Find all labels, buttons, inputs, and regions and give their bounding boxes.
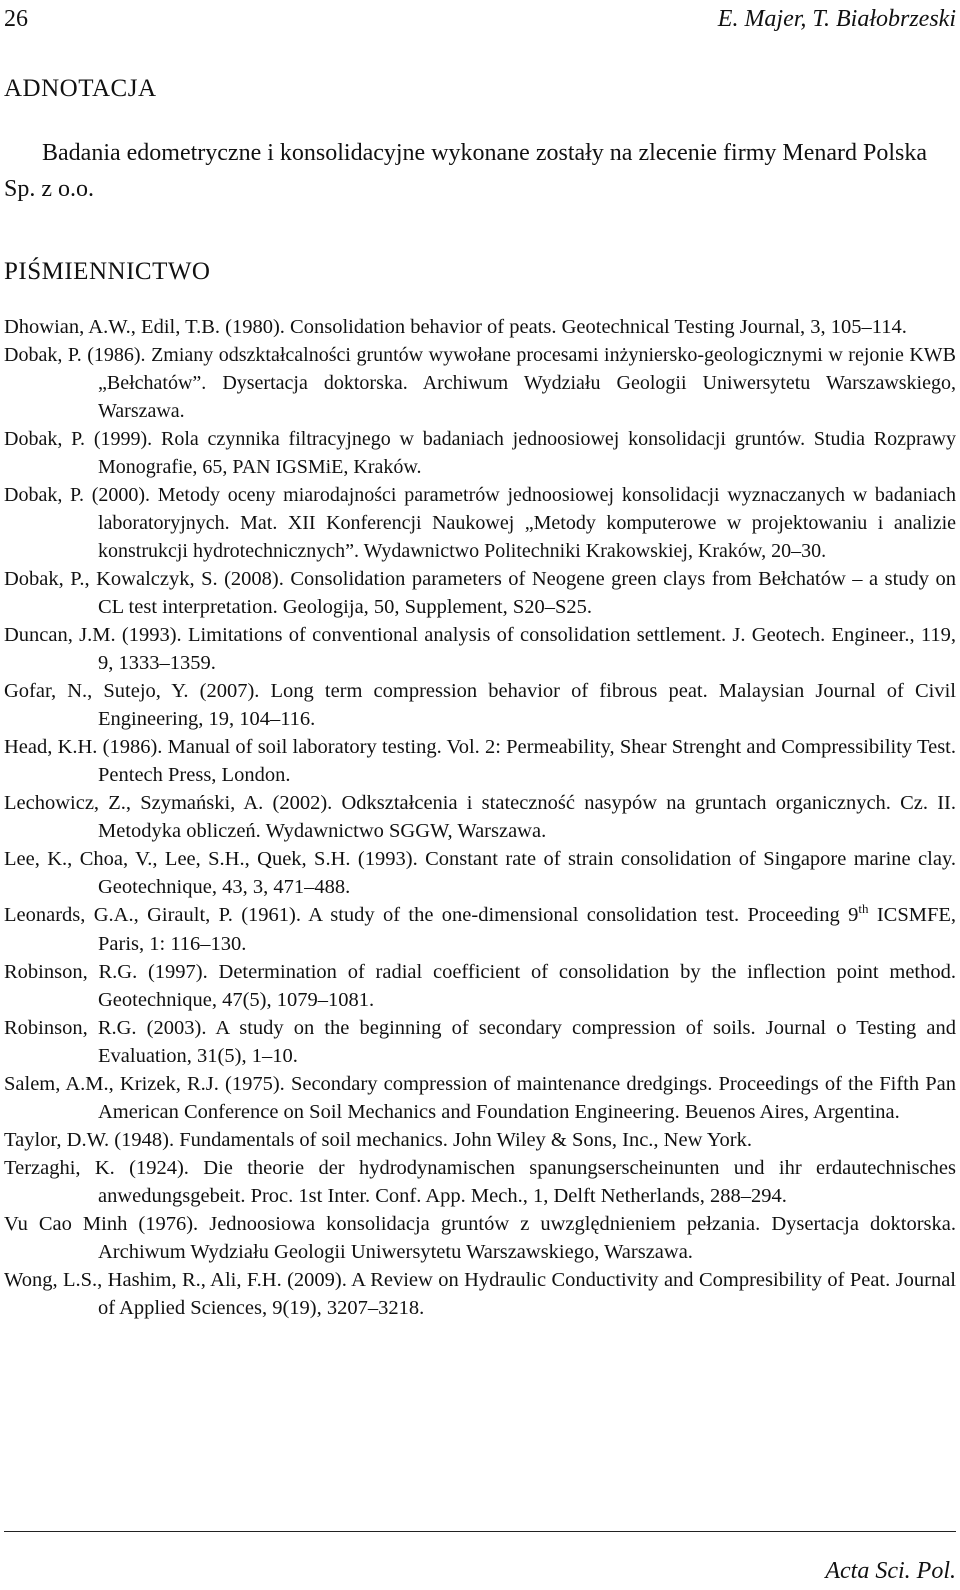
reference-text-after: ICSMFE, Paris, 1: 116–130. — [98, 904, 956, 955]
reference-item: Dobak, P. (1986). Zmiany odszktałcalności gruntów wywołane procesami inżyniersko-geologicznymi w rejonie KWB „Bełchatów”. Dysertacja doktorska. Archiwum Wydziału Geologii Uniwersytetu Warszawskiego, Warszawa. — [4, 344, 956, 422]
page-number: 26 — [4, 6, 28, 32]
reference-item: Lechowicz, Z., Szymański, A. (2002). Odkształcenia i stateczność nasypów na gruntach organicznych. Cz. II. Metodyka obliczeń. Wydawnictwo SGGW, Warszawa. — [4, 792, 956, 842]
reference-item: Dobak, P. (1999). Rola czynnika filtracyjnego w badaniach jednoosiowej konsolidacji gruntów. Studia Rozprawy Monografie, 65, PAN IGSMiE, Kraków. — [4, 428, 956, 478]
annotation-paragraph: Badania edometryczne i konsolidacyjne wykonane zostały na zlecenie firmy Menard Polska Sp. z o.o. — [4, 140, 928, 202]
reference-item: Wong, L.S., Hashim, R., Ali, F.H. (2009). A Review on Hydraulic Conductivity and Compresibility of Peat. Journal of Applied Sciences, 9(19), 3207–3218. — [4, 1269, 956, 1319]
reference-item: Lee, K., Choa, V., Lee, S.H., Quek, S.H. (1993). Constant rate of strain consolidation of Singapore marine clay. Geotechnique, 43, 3, 471–488. — [4, 848, 956, 898]
footer-journal-name: Acta Sci. Pol. — [825, 1558, 956, 1584]
running-head-authors: E. Majer, T. Białobrzeski — [717, 6, 956, 32]
reference-item: Salem, A.M., Krizek, R.J. (1975). Secondary compression of maintenance dredgings. Proceedings of the Fifth Pan American Conference on Soil Mechanics and Foundation Engineering. Beuenos Aires, Argentina. — [4, 1073, 956, 1123]
reference-item: Dhowian, A.W., Edil, T.B. (1980). Consolidation behavior of peats. Geotechnical Testing Journal, 3, 105–114. — [4, 316, 907, 338]
reference-item: Duncan, J.M. (1993). Limitations of conventional analysis of consolidation settlement. J. Geotech. Engineer., 119, 9, 1333–1359. — [4, 624, 956, 674]
reference-item: Robinson, R.G. (2003). A study on the beginning of secondary compression of soils. Journal o Testing and Evaluation, 31(5), 1–10. — [4, 1017, 956, 1067]
reference-superscript: th — [858, 901, 869, 916]
reference-list — [4, 313, 956, 1322]
reference-item: Gofar, N., Sutejo, Y. (2007). Long term compression behavior of fibrous peat. Malaysian Journal of Civil Engineering, 19, 104–116. — [4, 680, 956, 730]
reference-item: Dobak, P., Kowalczyk, S. (2008). Consolidation parameters of Neogene green clays from Bełchatów – a study on CL test interpretation. Geologija, 50, Supplement, S20–S25. — [4, 568, 956, 618]
page-header — [4, 4, 956, 34]
reference-item — [4, 901, 956, 958]
annotation-heading: ADNOTACJA — [4, 75, 157, 102]
reference-item: Terzaghi, K. (1924). Die theorie der hydrodynamischen spanungserscheinunten und ihr erdautechnisches anwedungsgebeit. Proc. 1st Inter. Conf. App. Mech., 1, Delft Netherlands, 288–294. — [4, 1157, 956, 1207]
reference-text-before: Leonards, G.A., Girault, P. (1961). A study of the one-dimensional consolidation test. Proceeding 9 — [4, 904, 859, 926]
reference-item: Dobak, P. (2000). Metody oceny miarodajności parametrów jednoosiowej konsolidacji wyznaczanych w badaniach laboratoryjnych. Mat. XII Konferencji Naukowej „Metody komputerowe w projektowaniu i analizie konstrukcji hydrotechnicznych”. Wydawnictwo Politechniki Krakowskiej, Kraków, 20–30. — [4, 484, 956, 562]
reference-item: Head, K.H. (1986). Manual of soil laboratory testing. Vol. 2: Permeability, Shear Strenght and Compressibility Test. Pentech Press, London. — [4, 736, 956, 786]
reference-item: Vu Cao Minh (1976). Jednoosiowa konsolidacja gruntów z uwzględnieniem pełzania. Dysertacja doktorska. Archiwum Wydziału Geologii Uniwersytetu Warszawskiego, Warszawa. — [4, 1213, 956, 1263]
reference-item: Robinson, R.G. (1997). Determination of radial coefficient of consolidation by the inflection point method. Geotechnique, 47(5), 1079–1081. — [4, 961, 956, 1011]
bibliography-heading: PIŚMIENNICTWO — [4, 258, 211, 285]
reference-item: Taylor, D.W. (1948). Fundamentals of soil mechanics. John Wiley & Sons, Inc., New York. — [4, 1129, 752, 1151]
footer-divider — [4, 1531, 956, 1532]
